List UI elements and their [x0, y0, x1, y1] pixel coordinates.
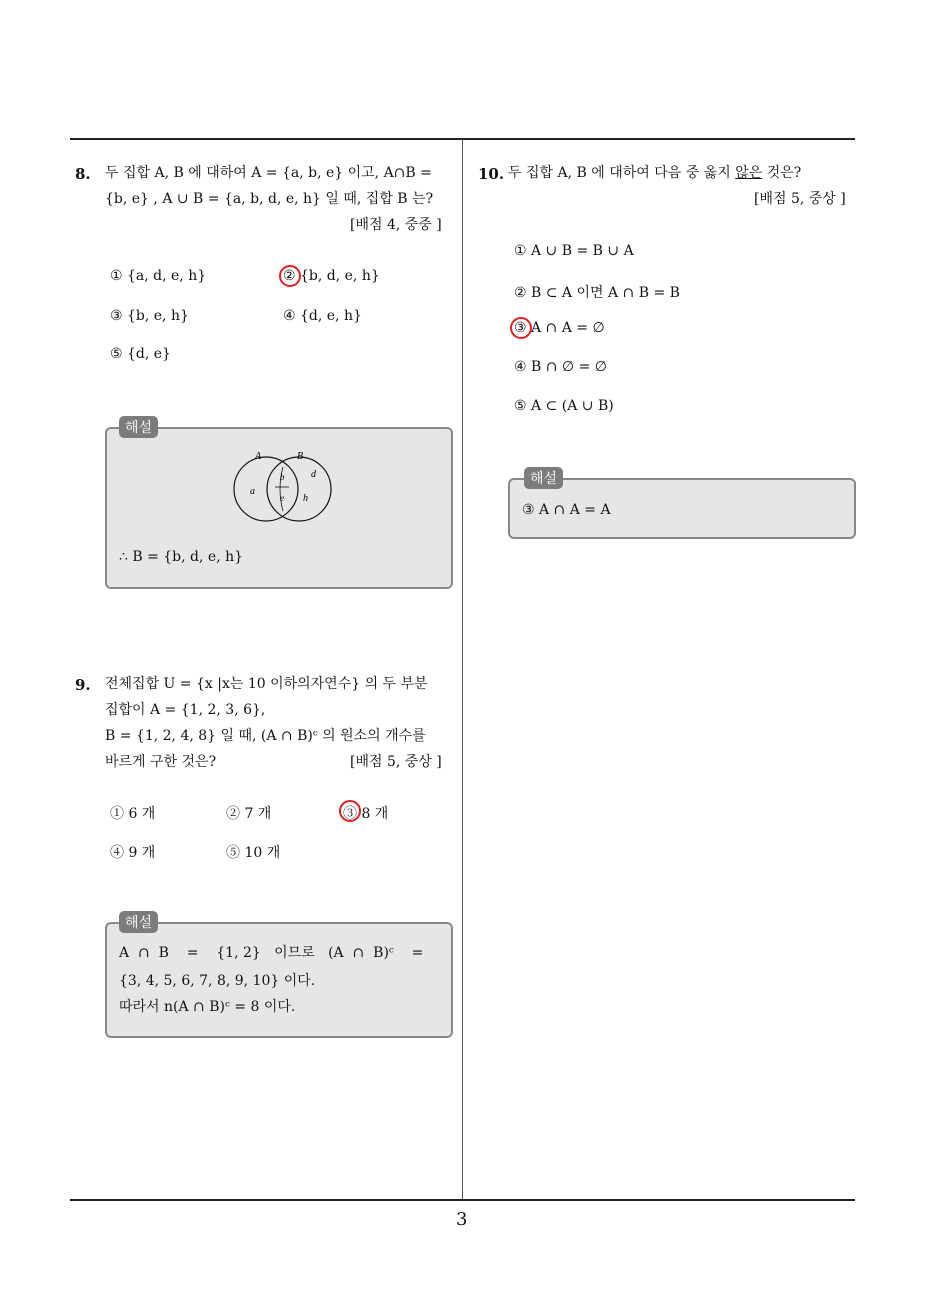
score-meta: [배점 5, 중상 ] [350, 754, 442, 770]
question-number: 9. [75, 676, 91, 694]
solution-text: ③ A ∩ A = A [522, 502, 611, 518]
solution-text: A ∩ B = {1, 2} 이므로 (A ∩ B)ᶜ = [119, 945, 424, 961]
bottom-rule [70, 1199, 855, 1201]
choice-3[interactable]: ③ 8 개 [343, 806, 389, 822]
question-text-pre: 두 집합 A, B 에 대하여 다음 중 옳지 [508, 165, 736, 181]
choice-5[interactable]: ⑤ 10 개 [226, 845, 281, 861]
choice-4[interactable]: ④ B ∩ ∅ = ∅ [514, 359, 607, 375]
score-meta: [배점 5, 중상 ] [754, 191, 846, 207]
solution-tag: 해설 [524, 467, 563, 489]
venn-region-b: b [280, 472, 285, 482]
question-text: 바르게 구한 것은? [105, 754, 217, 770]
solution-tag: 해설 [119, 416, 158, 438]
negation-underline: 않은 [735, 165, 763, 181]
venn-region-h: h [303, 493, 308, 504]
solution-text: ∴ B = {b, d, e, h} [119, 549, 244, 565]
solution-box [105, 922, 453, 1038]
choice-1[interactable]: ① A ∪ B = B ∪ A [514, 243, 634, 259]
choice-4[interactable]: ④ 9 개 [110, 845, 156, 861]
choice-2[interactable]: ② 7 개 [226, 806, 272, 822]
question-text: 두 집합 A, B 에 대하여 A = {a, b, e} 이고, A∩B = [105, 165, 432, 181]
solution-text: 따라서 n(A ∩ B)ᶜ = 8 이다. [119, 999, 296, 1015]
question-text: 집합이 A = {1, 2, 3, 6}, [105, 702, 266, 718]
question-text [508, 160, 801, 186]
page-number: 3 [456, 1209, 468, 1230]
choice-3[interactable]: ③ {b, e, h} [110, 308, 189, 324]
venn-region-e: e [280, 493, 284, 503]
choice-3[interactable]: ③ A ∩ A = ∅ [514, 320, 605, 336]
answer-mark [510, 317, 532, 339]
score-meta: [배점 4, 중중 ] [350, 217, 442, 233]
question-text: B = {1, 2, 4, 8} 일 때, (A ∩ B)ᶜ 의 원소의 개수를 [105, 728, 426, 744]
question-text: 전체집합 U = {x |x는 10 이하의자연수} 의 두 부분 [105, 676, 428, 692]
solution-tag: 해설 [119, 911, 158, 933]
question-number: 8. [75, 165, 91, 183]
question-text: {b, e} , A ∪ B = {a, b, d, e, h} 일 때, 집합 B 는? [105, 191, 434, 207]
choice-2[interactable]: ② B ⊂ A 이면 A ∩ B = B [514, 285, 680, 301]
answer-mark [339, 800, 361, 822]
venn-region-d: d [311, 469, 316, 480]
choice-5[interactable]: ⑤ {d, e} [110, 346, 171, 362]
solution-box [105, 427, 453, 589]
question-text-post: 것은? [762, 165, 802, 181]
venn-label-b: B [297, 451, 304, 462]
venn-diagram [217, 449, 347, 529]
choice-2[interactable]: ② {b, d, e, h} [283, 268, 380, 284]
venn-label-a: A [255, 451, 262, 462]
venn-circle-a [234, 457, 298, 521]
column-divider [462, 139, 463, 1201]
venn-region-a: a [250, 486, 255, 497]
answer-mark [279, 265, 301, 287]
choice-5[interactable]: ⑤ A ⊂ (A ∪ B) [514, 398, 614, 414]
venn-circle-b [267, 457, 331, 521]
question-number: 10. [478, 165, 505, 183]
choice-1[interactable]: ① 6 개 [110, 806, 156, 822]
choice-4[interactable]: ④ {d, e, h} [283, 308, 362, 324]
solution-text: {3, 4, 5, 6, 7, 8, 9, 10} 이다. [119, 973, 316, 989]
choice-1[interactable]: ① {a, d, e, h} [110, 268, 207, 284]
